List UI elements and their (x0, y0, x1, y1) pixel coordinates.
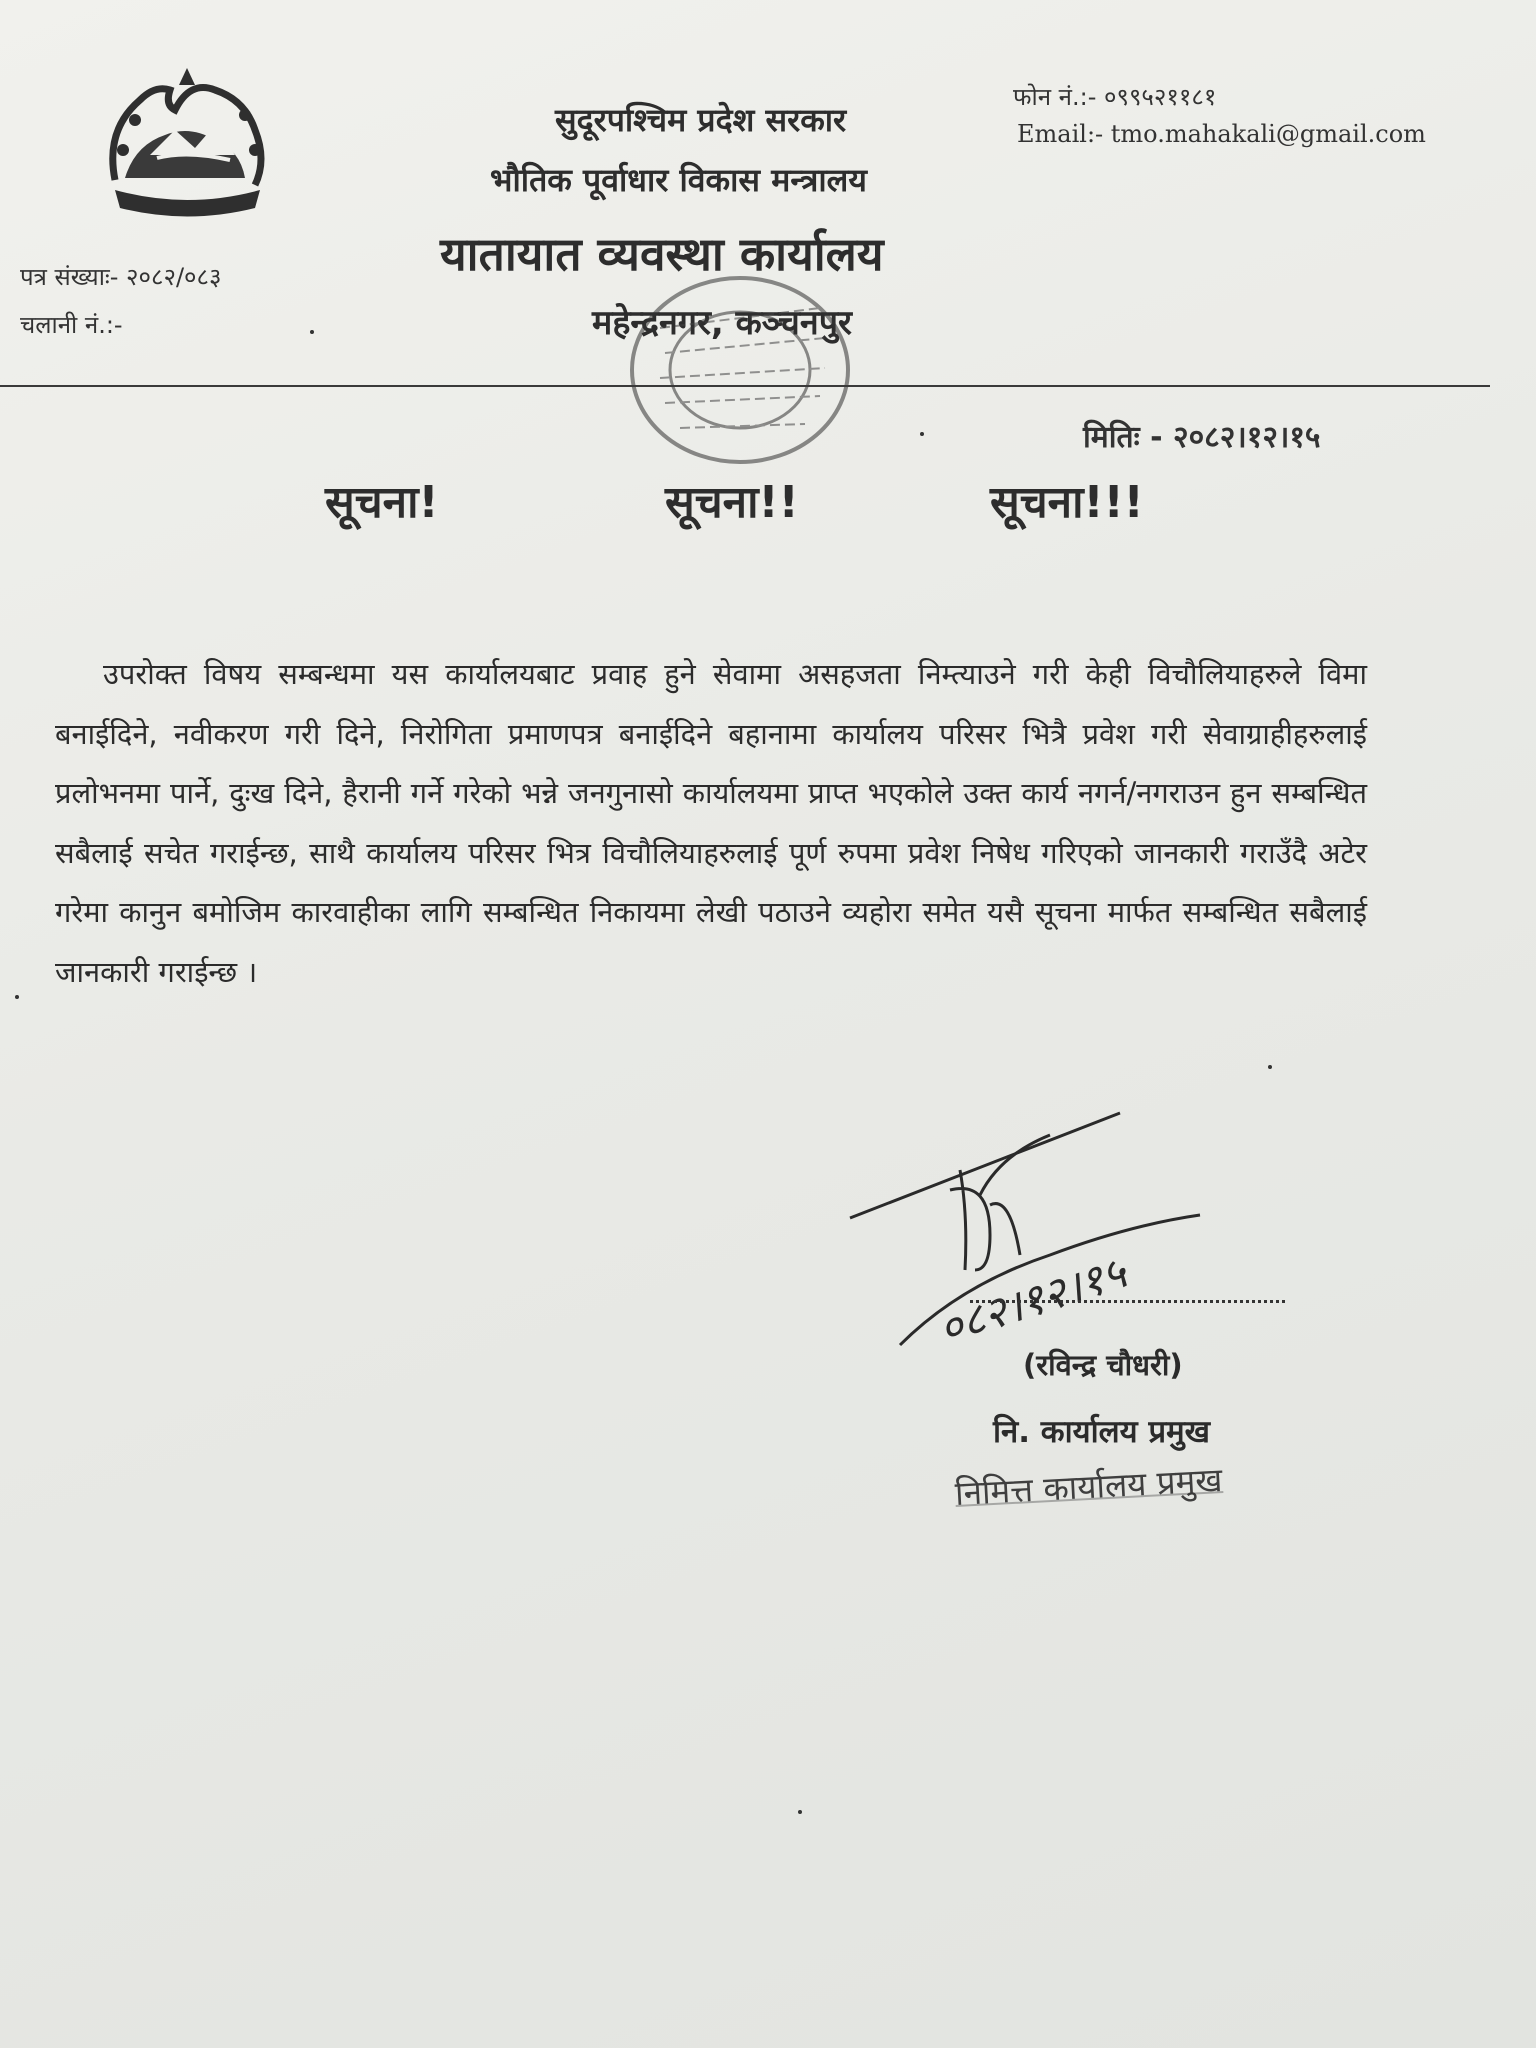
notice-date: मितिः - २०८२।१२।१५ (1083, 420, 1321, 455)
phone-number: फोन नं.:- ०९९५२११८१ (1013, 83, 1217, 111)
ink-speck (798, 1810, 802, 1814)
notice-body (55, 645, 1367, 1002)
nepal-emblem-icon (95, 60, 280, 230)
ink-speck (1268, 1065, 1272, 1069)
ink-speck (310, 330, 314, 334)
ink-speck (920, 432, 924, 436)
signatory-name: (रविन्द्र चौधरी) (1023, 1348, 1183, 1382)
notice-heading-3: सूचना!!! (990, 477, 1144, 528)
government-name: सुदूरपश्चिम प्रदेश सरकार (555, 101, 847, 139)
handwritten-signature (840, 1095, 1300, 1385)
notice-heading-2: सूचना!! (665, 477, 799, 528)
handwritten-date: ०८२।१२।१५ (932, 1247, 1133, 1356)
email-address: Email:- tmo.mahakali@gmail.com (1017, 120, 1426, 148)
office-name: यातायात व्यवस्था कार्यालय (440, 227, 884, 281)
letter-number: पत्र संख्याः- २०८२/०८३ (20, 263, 222, 291)
signatory-designation: नि. कार्यालय प्रमुख (993, 1414, 1210, 1450)
signature-line (970, 1300, 1285, 1303)
ministry-name: भौतिक पूर्वाधार विकास मन्त्रालय (490, 161, 867, 199)
office-seal-icon (620, 268, 860, 473)
header-divider (0, 385, 1490, 387)
notice-paragraph: उपरोक्त विषय सम्बन्धमा यस कार्यालयबाट प्रवाह हुने सेवामा असहजता निम्त्याउने गरी केही विचौलियाहरुले विमा बनाईदिने, नवीकरण गरी दिने, निरोगिता प्रमाणपत्र बनाईदिने बहानामा कार्यालय परिसर भित्रै प्रवेश गरी सेवाग्राहीहरुलाई प्रलोभनमा पार्ने, दुःख दिने, हैरानी गर्ने गरेको भन्ने जनगुनासो कार्यालयमा प्राप्त भएकोले उक्त कार्य नगर्न/नगराउन हुन सम्बन्धित सबैलाई सचेत गराईन्छ, साथै कार्यालय परिसर भित्र विचौलियाहरुलाई पूर्ण रुपमा प्रवेश निषेध गरिएको जानकारी गराउँदै अटेर गरेमा कानुन बमोजिम कारवाहीका लागि सम्बन्धित निकायमा लेखी पठाउने व्यहोरा समेत यसै सूचना मार्फत सम्बन्धित सबैलाई जानकारी गराईन्छ । (55, 657, 1367, 989)
ink-speck (15, 995, 19, 999)
designation-stamp: निमित्त कार्यालय प्रमुख (954, 1456, 1224, 1515)
notice-heading-1: सूचना! (325, 477, 439, 528)
office-location: महेन्द्रनगर, कञ्चनपुर (592, 303, 852, 343)
dispatch-number: चलानी नं.:- (20, 311, 123, 339)
